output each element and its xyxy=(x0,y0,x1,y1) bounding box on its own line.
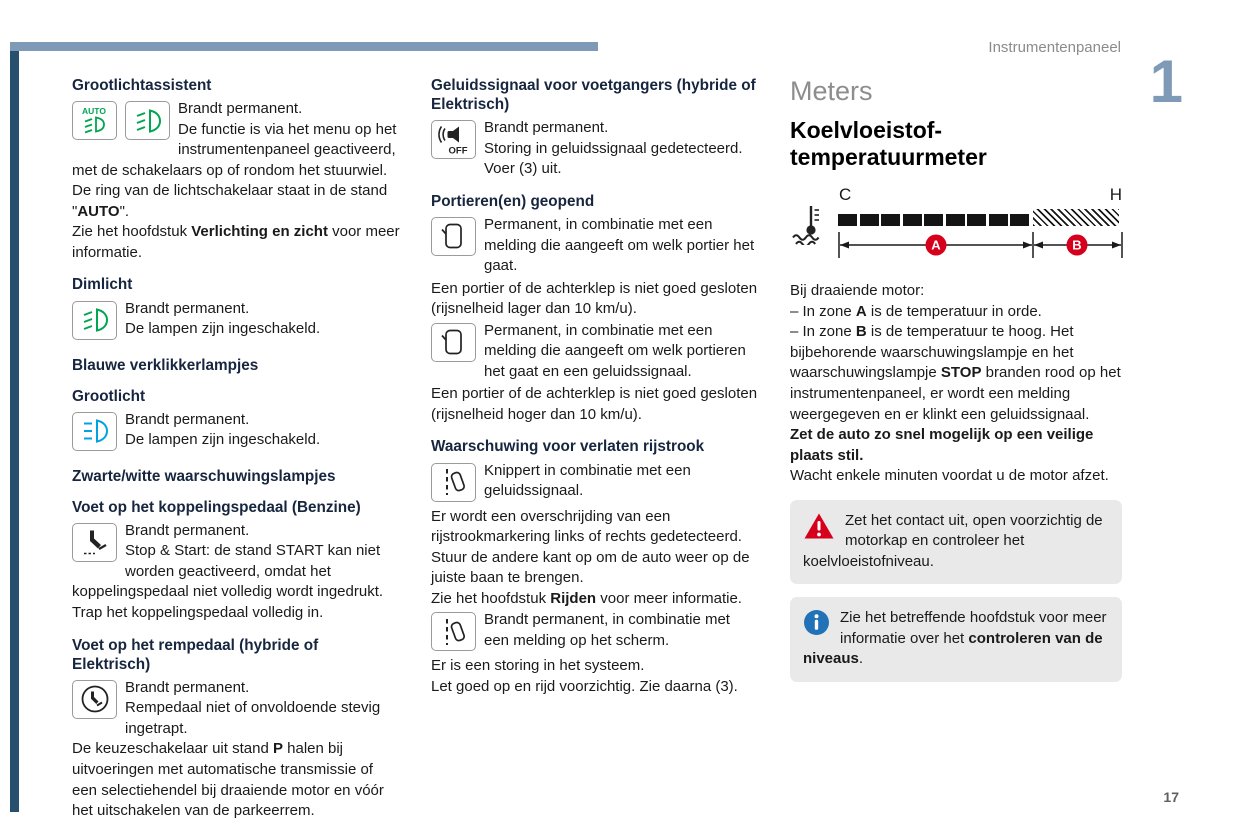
section-title-grootlicht: Grootlicht xyxy=(72,387,146,405)
column-right xyxy=(790,74,1122,824)
paragraph: De lampen zijn ingeschakeld. xyxy=(125,320,321,338)
section-title-portieren: Portieren(en) geopend xyxy=(431,192,595,210)
header-accent-bar xyxy=(10,42,598,51)
coolant-temperature-heading: Koelvloeistof-temperatuurmeter xyxy=(790,117,987,171)
section-title-rijstrook: Waarschuwing voor verlaten rijstrook xyxy=(431,438,705,456)
spine-accent-bar xyxy=(10,42,19,812)
paragraph: Zie het hoofdstuk Verlichting en zicht voor meer informatie. xyxy=(72,223,400,261)
paragraph: Let goed op en rijd voorzichtig. Zie daarna (3). xyxy=(431,677,738,695)
paragraph: Zie het hoofdstuk Rijden voor meer informatie. xyxy=(431,589,742,607)
zone-a-label: A xyxy=(931,237,941,253)
svg-text:OFF: OFF xyxy=(448,145,467,156)
svg-text:AUTO: AUTO xyxy=(82,106,106,117)
warning-triangle-icon xyxy=(803,512,835,544)
paragraph: Trap het koppelingspedaal volledig in. xyxy=(72,604,324,621)
indicator-block xyxy=(431,610,759,654)
paragraph: Brandt permanent. xyxy=(125,678,250,696)
paragraph: Storing in geluidssignaal gedetecteerd. xyxy=(484,139,743,157)
category-title-blauwe-verklikkerlampjes: Blauwe verklikkerlampjes xyxy=(72,356,259,374)
indicator-block xyxy=(431,461,759,505)
coolant-thermometer-icon xyxy=(790,203,826,249)
main-beam-icon xyxy=(72,412,117,451)
auto-main-beam-icon xyxy=(72,101,117,140)
info-icon xyxy=(803,609,830,640)
paragraph: De keuzeschakelaar uit stand P halen bij uitvoeringen met automatische transmissie of een selectiehendel bij draaiende motor en vóór het uitschakelen van de parkeerrem. xyxy=(72,740,384,820)
gauge-bar xyxy=(838,208,1123,226)
paragraph: Knippert in combinatie met een geluidssignaal. xyxy=(484,461,691,500)
paragraph: De functie is via het menu op het instrumentenpaneel geactiveerd, met de schakelaars op of rondom het stuurwiel. xyxy=(72,120,397,179)
gauge-labels xyxy=(838,185,1123,205)
indicator-block xyxy=(431,215,759,277)
paragraph: Er wordt een overschrijding van een rijstrookmarkering links of rechts gedetecteerd. Stuur de andere kant op om de auto weer op de juiste baan te brengen. xyxy=(431,507,750,587)
paragraph: – In zone A is de temperatuur in orde. xyxy=(790,302,1042,320)
paragraph: De lampen zijn ingeschakeld. xyxy=(125,431,321,449)
brake-pedal-icon xyxy=(72,680,117,719)
paragraph: Brandt permanent. xyxy=(484,119,609,137)
paragraph: Brandt permanent, in combinatie met een melding op het scherm. xyxy=(484,611,730,649)
indicator-block xyxy=(431,118,759,180)
section-title-rempedaal: Voet op het rempedaal (hybride of Elektrisch) xyxy=(72,636,319,673)
paragraph: Permanent, in combinatie met een melding die aangeeft om welk portieren het gaat en een geluidssignaal. xyxy=(484,321,746,380)
paragraph: Een portier of de achterklep is niet goed gesloten (rijsnelheid lager dan 10 km/u). xyxy=(431,279,758,318)
paragraph: De ring van de lichtschakelaar staat in de stand "AUTO". xyxy=(72,182,388,220)
door-open-icon xyxy=(431,217,476,256)
gauge-scale xyxy=(838,185,1123,267)
category-title-zwarte-witte-waarschuwingslampjes: Zwarte/witte waarschuwingslampjes xyxy=(72,467,336,485)
indicator-block xyxy=(72,99,400,263)
pedestrian-sound-off-icon xyxy=(431,120,476,159)
warning-box xyxy=(790,500,1122,585)
dipped-beam-assist-icon xyxy=(125,101,170,140)
indicator-block xyxy=(72,410,400,454)
section-title-geluidssignaal: Geluidssignaal voor voetgangers (hybride of Elektrisch) xyxy=(431,77,756,114)
page-content xyxy=(72,74,1122,824)
warning-text: Zet het contact uit, open voorzichtig de motorkap en controleer het koelvloeistofniveau. xyxy=(803,511,1103,570)
column-left xyxy=(72,74,400,824)
section-title-koppelingspedaal: Voet op het koppelingspedaal (Benzine) xyxy=(72,498,361,516)
paragraph: Rempedaal niet of onvoldoende stevig ingetrapt. xyxy=(125,699,381,737)
door-open-icon xyxy=(431,323,476,362)
info-text: Zie het betreffende hoofdstuk voor meer informatie over het controleren van de niveaus. xyxy=(803,609,1107,668)
chapter-number: 1 xyxy=(1149,48,1183,115)
paragraph: Stop & Start: de stand START kan niet worden geactiveerd, omdat het koppelingspedaal niet volledig wordt ingedrukt. xyxy=(72,542,384,601)
lane-departure-icon xyxy=(431,612,476,651)
info-box xyxy=(790,597,1122,682)
paragraph: Brandt permanent. xyxy=(125,410,250,428)
paragraph: Brandt permanent. xyxy=(125,521,250,539)
section-title-grootlichtassistent: Grootlichtassistent xyxy=(72,77,212,94)
header-section-label: Instrumentenpaneel xyxy=(988,39,1121,56)
paragraph: Brandt permanent. xyxy=(125,299,250,317)
paragraph: Wacht enkele minuten voordat u de motor afzet. xyxy=(790,467,1109,485)
paragraph: Een portier of de achterklep is niet goed gesloten (rijsnelheid hoger dan 10 km/u). xyxy=(431,385,758,423)
gauge-cold-label: C xyxy=(839,185,852,205)
column-middle xyxy=(431,74,759,824)
lane-departure-icon xyxy=(431,463,476,502)
coolant-gauge-diagram xyxy=(790,185,1122,267)
zone-b-label: B xyxy=(1072,237,1082,253)
paragraph: Er is een storing in het systeem. xyxy=(431,657,645,675)
indicator-block xyxy=(431,321,759,383)
paragraph: Bij draaiende motor: xyxy=(790,282,925,300)
indicator-block xyxy=(72,678,400,822)
clutch-pedal-icon xyxy=(72,523,117,562)
section-title-dimlicht: Dimlicht xyxy=(72,276,133,294)
paragraph: Permanent, in combinatie met een melding die aangeeft om welk portier het gaat. xyxy=(484,215,755,275)
indicator-block xyxy=(72,521,400,624)
page-number: 17 xyxy=(1163,789,1179,805)
dipped-beam-icon xyxy=(72,301,117,340)
paragraph: Zet de auto zo snel mogelijk op een veilige plaats stil. xyxy=(790,426,1094,464)
paragraph: – In zone B is de temperatuur te hoog. Het bijbehorende waarschuwingslampje en het waarschuwingslampje STOP branden rood op het instrumentenpaneel, er wordt een melding weergegeven en er klinkt een geluidssignaal. xyxy=(790,323,1121,423)
indicator-block xyxy=(72,299,400,343)
meters-heading: Meters xyxy=(790,76,873,106)
paragraph: Brandt permanent. xyxy=(178,100,303,118)
gauge-red-zone xyxy=(1033,209,1119,226)
gauge-hot-label: H xyxy=(1109,185,1122,205)
paragraph: Voer (3) uit. xyxy=(484,160,562,178)
gauge-zone-arrows xyxy=(838,231,1123,263)
